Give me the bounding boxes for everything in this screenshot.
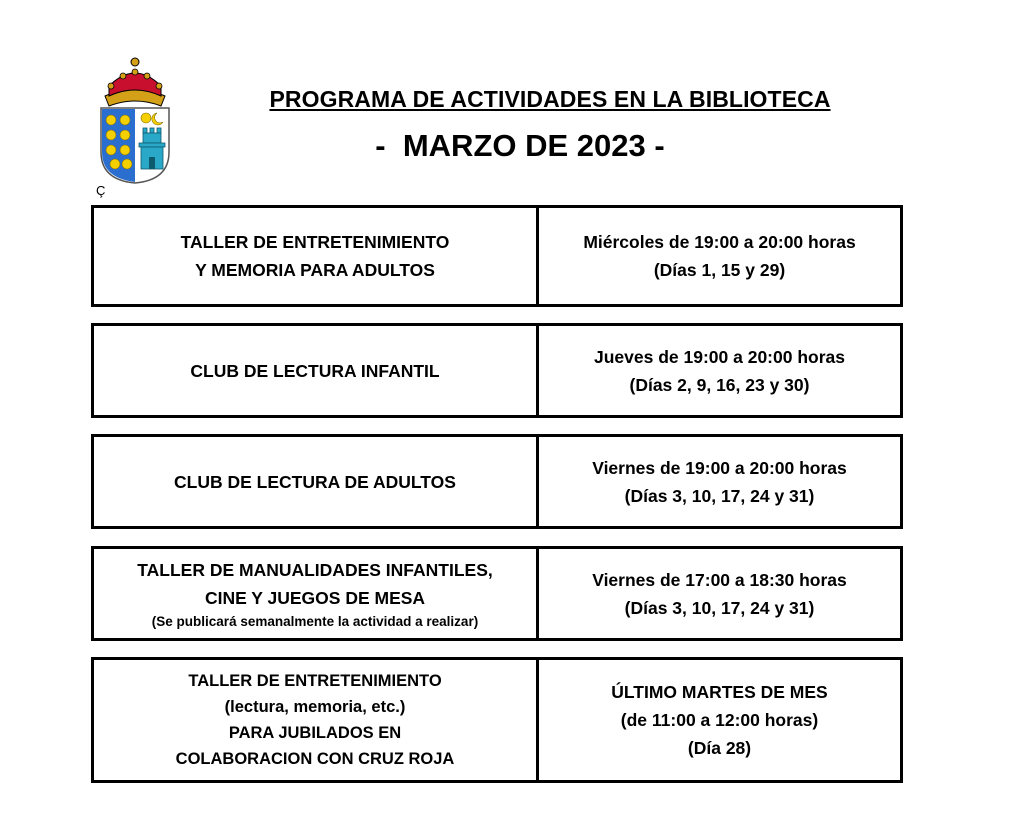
schedule-days: (Días 1, 15 y 29)	[653, 260, 786, 280]
activity-schedule	[539, 549, 900, 638]
activity-name-line: PARA JUBILADOS EN	[228, 724, 402, 742]
activity-row	[91, 657, 903, 783]
activity-name-line: (lectura, memoria, etc.)	[224, 698, 406, 716]
activity-row	[91, 205, 903, 307]
schedule-days: (Días 2, 9, 16, 23 y 30)	[629, 374, 810, 395]
activity-row	[91, 434, 903, 529]
activity-name-line: COLABORACION CON CRUZ ROJA	[175, 750, 455, 768]
activity-schedule	[539, 208, 900, 304]
activity-name-line: CLUB DE LECTURA DE ADULTOS	[174, 471, 456, 492]
schedule-time: Viernes de 17:00 a 18:30 horas	[592, 569, 847, 590]
stray-character: Ç	[96, 183, 106, 198]
activity-name-line: CLUB DE LECTURA INFANTIL	[190, 360, 440, 381]
page-subtitle: - MARZO DE 2023 -	[375, 128, 665, 163]
activity-name	[94, 208, 539, 304]
coat-of-arms-icon	[97, 56, 173, 184]
activity-schedule	[539, 326, 900, 415]
activity-row	[91, 323, 903, 418]
activity-schedule	[539, 437, 900, 526]
schedule-time: ÚLTIMO MARTES DE MES	[611, 682, 828, 702]
activity-note: (Se publicará semanalmente la actividad a realizar)	[151, 613, 479, 629]
activity-name	[94, 326, 539, 415]
activity-name-line: CINE Y JUEGOS DE MESA	[204, 587, 426, 608]
schedule-time: Viernes de 19:00 a 20:00 horas	[592, 457, 847, 478]
schedule-time: Jueves de 19:00 a 20:00 horas	[594, 346, 845, 367]
activity-name	[94, 549, 539, 638]
schedule-days: (Días 3, 10, 17, 24 y 31)	[624, 485, 815, 506]
page-title: PROGRAMA DE ACTIVIDADES EN LA BIBLIOTECA	[269, 86, 831, 112]
activity-name-line: TALLER DE ENTRETENIMIENTO	[188, 672, 442, 690]
activity-name	[94, 437, 539, 526]
activity-name-line: TALLER DE MANUALIDADES INFANTILES,	[137, 559, 493, 580]
activity-name-line: TALLER DE ENTRETENIMIENTO	[180, 232, 450, 252]
schedule-days: (Días 3, 10, 17, 24 y 31)	[624, 597, 815, 618]
schedule-days: (Día 28)	[687, 738, 752, 758]
activity-row	[91, 546, 903, 641]
activity-name-line: Y MEMORIA PARA ADULTOS	[195, 260, 435, 280]
activity-schedule	[539, 660, 900, 780]
schedule-hours: (de 11:00 a 12:00 horas)	[620, 710, 819, 730]
schedule-time: Miércoles de 19:00 a 20:00 horas	[583, 232, 856, 252]
activity-name	[94, 660, 539, 780]
